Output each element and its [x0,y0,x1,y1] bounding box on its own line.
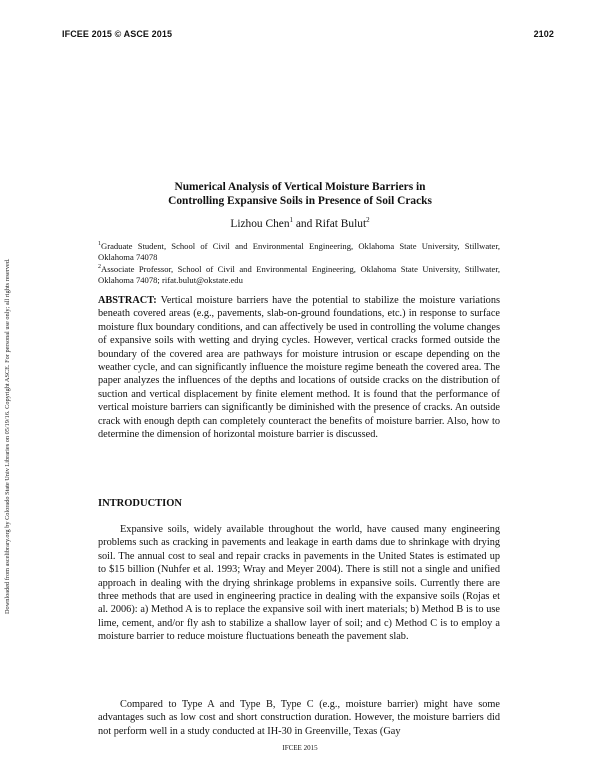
affiliation-2-sup: 2 [98,264,101,270]
author-1-sup: 1 [289,216,294,224]
title-line-2: Controlling Expansive Soils in Presence of Soil Cracks [168,195,432,207]
author-1: Lizhou Chen [230,218,290,230]
intro-paragraph-2: Compared to Type A and Type B, Type C (e.g., moisture barrier) might have some advantages such as low cost and short construction duration. However, the moisture barriers did not perform well in a study conducted at IH-30 in Greenville, Texas (Gay [98,699,500,737]
author-list [0,218,600,230]
intro-paragraph-1: Expansive soils, widely available throughout the world, have caused many engineering problems such as cracking in pavements and leakage in earth dams due to shrinkage with drying soil. The annual cost to seal and repair cracks in pavements in the United States is estimated up to $15 billion (Nuhfer et al. 1993; Wray and Meyer 2004). There is still not a single and unified approach in dealing with the drying shrinkage problems in expansive soils. Currently there are three methods that are used in engineering practice in dealing with the expansive soils (Rojas et al. 2006): a) Method A is to replace the expansive soil with inert materials; b) Method B is to use lime, cement, and/or fly ash to stabilize a shallow layer of soil; and c) Method C is to employ a moisture barrier to reduce moisture fluctuations beneath the pavement slab. [98,524,500,643]
paper-title [0,180,600,208]
page-number: 2102 [533,29,554,39]
affiliation-1-text: Graduate Student, School of Civil and Environmental Engineering, Oklahoma State University, Stillwater, Oklahoma 74078 [98,241,500,262]
author-2: Rifat Bulut [315,218,367,230]
affiliation-2 [98,264,500,286]
abstract [98,294,500,441]
author-2-sup: 2 [366,216,370,224]
affiliation-1-sup: 1 [98,241,101,247]
author-conjunction: and [293,218,316,230]
download-notice [4,184,14,614]
abstract-text: Vertical moisture barriers have the potential to stabilize the moisture variations beneath covered areas (e.g., pavements, slab-on-ground foundations, etc.) in response to surface moisture flux boundary conditions, and can affectively be used in controlling the volume changes of expansive soils with wetting and drying cycles. However, vertical cracks formed outside the boundary of the covered area are pathways for moisture intrusion or escape depending on the weather cycle, and can significantly influence the moisture regime beneath the covered area. The paper analyzes the influences of the depths and locations of outside cracks on the distribution of suction and vertical displacement by finite element method. It is found that the performance of vertical moisture barriers can significantly be diminished with the presence of cracks. An outside crack with enough depth can completely counteract the benefits of moisture barrier. Also, how to determine the dimension of horizontal moisture barrier is discussed. [98,295,500,441]
abstract-label: ABSTRACT: [98,295,157,306]
section-heading-introduction: INTRODUCTION [98,498,183,509]
download-notice-text: Downloaded from ascelibrary.org by Colorado State Univ Libraries on 05/19/16. Copyright ASCE. For personal use only; all rights reserved. [4,258,11,614]
title-line-1: Numerical Analysis of Vertical Moisture Barriers in [174,181,426,193]
affiliation-2-text: Associate Professor, School of Civil and Environmental Engineering, Oklahoma State University, Stillwater, Oklahoma 74078; rifat.bulut@okstate.edu [98,264,500,285]
running-header-left: IFCEE 2015 © ASCE 2015 [62,29,173,39]
affiliation-1 [98,241,500,263]
page-footer: IFCEE 2015 [282,744,318,752]
